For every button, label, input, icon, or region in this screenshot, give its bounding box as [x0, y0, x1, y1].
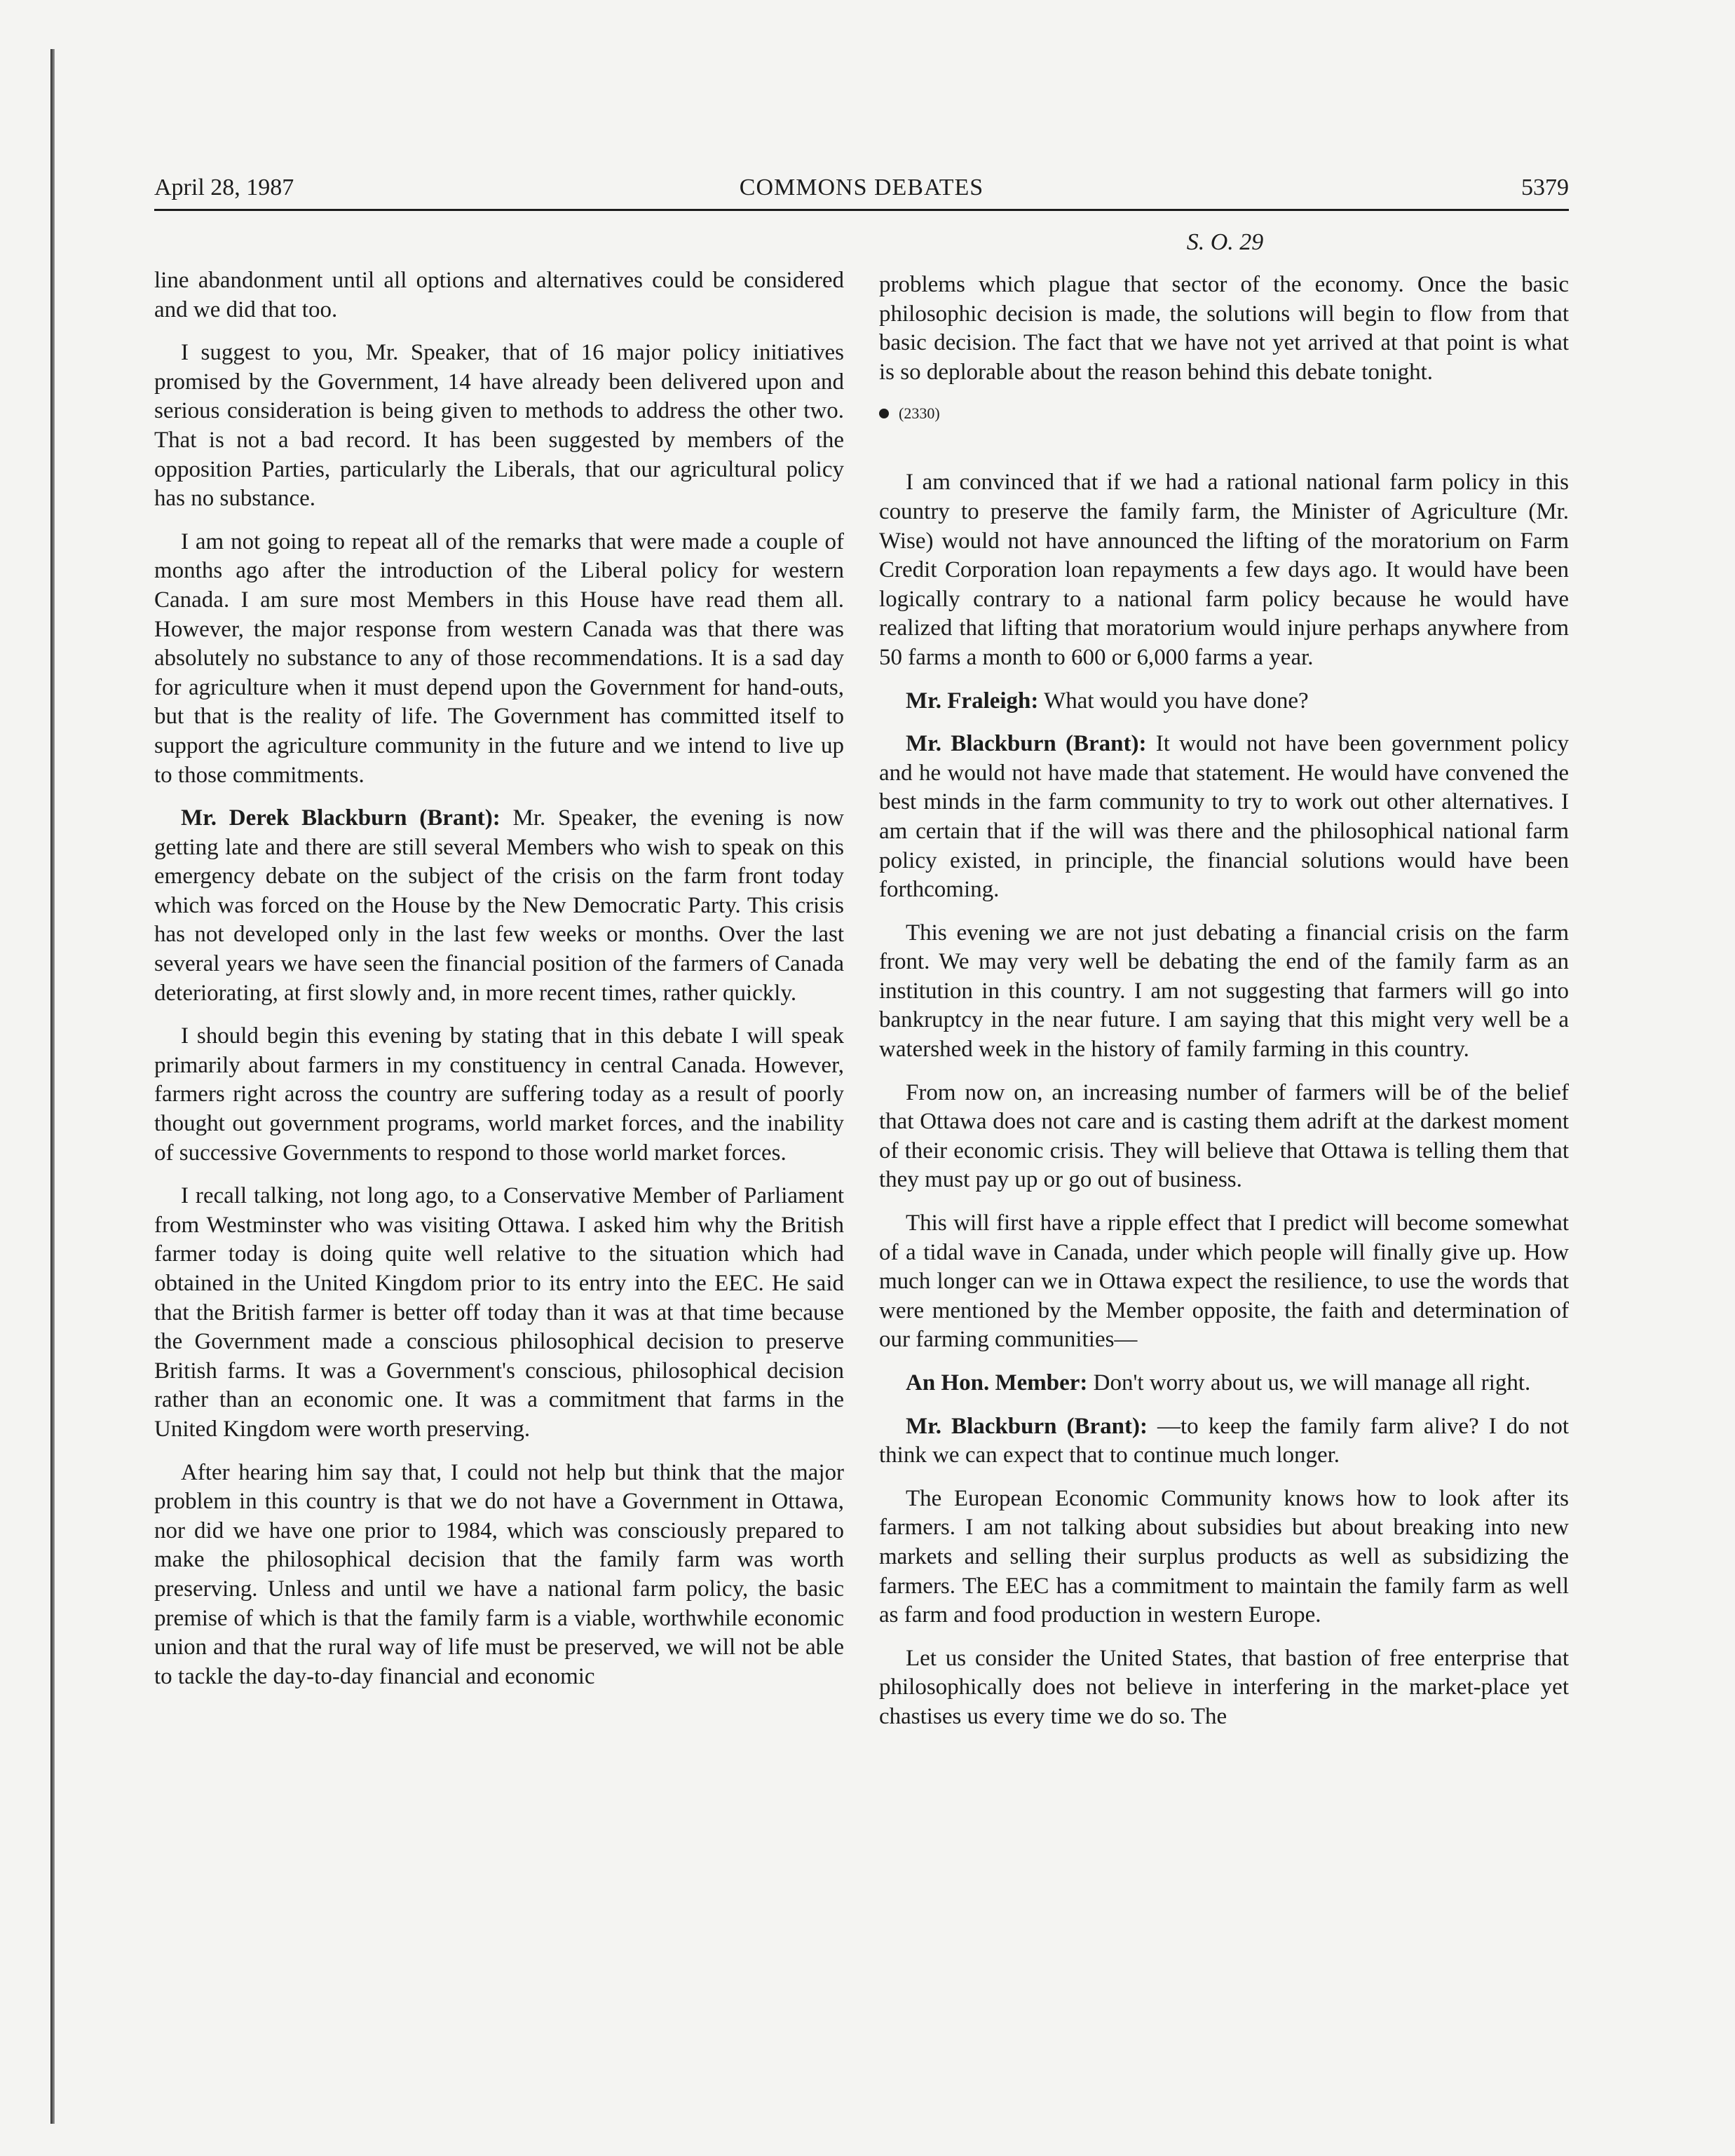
paragraph: After hearing him say that, I could not help but think that the major problem in this country is that we do not have a Government in Ottawa, nor did we have one prior to 1984, which was consciously prepared to make the philosophical decision that the family farm was worth preserving. Unless and until we have a national farm policy, the basic premise of which is that the family farm is a viable, worthwhile economic union and that the rural way of life must be preserved, we will not be able to tackle the day-to-day financial and economic [154, 1459, 844, 1689]
time-marker-text: (2330) [899, 404, 940, 423]
scan-edge-shadow [50, 49, 55, 2124]
speech-text: It would not have been government policy and he would not have made that statement. He would have convened the best minds in the farm community to try to work out other alternatives. I am certain that if the will was there and the philosophical national farm policy existed, in principle, the financial solutions would have been forthcoming. [879, 731, 1569, 903]
paragraph: This evening we are not just debating a financial crisis on the farm front. We may very well be debating the end of the family farm as an institution in this country. I am not suggesting that farmers will go into bankruptcy in the near future. I am saying that this might very well be a watershed week in the history of family farming in this country. [879, 920, 1569, 1063]
paragraph: problems which plague that sector of the economy. Once the basic philosophic decision is made, the solutions will begin to flow from that basic decision. The fact that we have not yet arrived at that point is what is so deplorable about the reason behind this debate tonight. [879, 272, 1569, 385]
paragraph: I should begin this evening by stating that in this debate I will speak primarily about farmers in my constituency in central Canada. However, farmers right across the country are suffering today as a result of poorly thought out government programs, world market forces, and the inability of successive Governments to respond to those world market forces. [154, 1023, 844, 1166]
speaker-name: Mr. Derek Blackburn (Brant): [181, 805, 501, 831]
time-marker [879, 401, 1569, 426]
running-head [154, 167, 1569, 209]
left-column [154, 266, 844, 1705]
paragraph: I am convinced that if we had a rational national farm policy in this country to preserve the family farm, the Minister of Agriculture (Mr. Wise) would not have announced the lifting of the moratorium on Farm Credit Corporation loan repayments a few days ago. It would have been logically contrary to a national farm policy because he would have realized that lifting that moratorium would injure perhaps anywhere from 50 farms a month to 600 or 6,000 farms a year. [879, 470, 1569, 670]
speech-text: —to keep the family farm alive? I do not think we can expect that to continue much longer. [879, 1413, 1569, 1468]
header-date: April 28, 1987 [154, 175, 294, 200]
speaker-name: Mr. Blackburn (Brant): [906, 1413, 1148, 1439]
speaker-name: An Hon. Member: [906, 1370, 1088, 1396]
paragraph: line abandonment until all options and alternatives could be considered and we did that too. [154, 268, 844, 322]
section-label: S. O. 29 [1186, 229, 1264, 255]
paragraph: From now on, an increasing number of farmers will be of the belief that Ottawa does not care and is casting them adrift at the darkest moment of their economic crisis. They will believe that Ottawa is telling them that they must pay up or go out of business. [879, 1079, 1569, 1193]
speech-text: What would you have done? [1038, 688, 1309, 714]
speech-paragraph [879, 1369, 1569, 1398]
speaker-name: Mr. Blackburn (Brant): [906, 731, 1147, 757]
speech-paragraph [879, 1412, 1569, 1471]
speaker-name: Mr. Fraleigh: [906, 688, 1039, 714]
paragraph: Let us consider the United States, that bastion of free enterprise that philosophically does not believe in interfering in the market-place yet chastises us every time we do so. The [879, 1645, 1569, 1729]
header-rule [154, 209, 1569, 211]
paragraph: I suggest to you, Mr. Speaker, that of 16 major policy initiatives promised by the Government, 14 have already been delivered upon and serious consideration is being given to methods to address the other two. That is not a bad record. It has been suggested by members of the opposition Parties, particularly the Liberals, that our agricultural policy has no substance. [154, 340, 844, 512]
speech-paragraph [879, 730, 1569, 905]
header-title: COMMONS DEBATES [739, 175, 984, 200]
speech-text: Mr. Speaker, the evening is now getting late and there are still several Members who wish to speak on this emergency debate on the subject of the crisis on the farm front today which was forced on the House by the New Democratic Party. This crisis has not developed only in the last few weeks or months. Over the last several years we have seen the financial position of the farmers of Canada deteriorating, at first slowly and, in more recent times, rather quickly. [154, 805, 844, 1006]
bullet-icon [879, 409, 889, 418]
paragraph: The European Economic Community knows how to look after its farmers. I am not talking about subsidies but about breaking into new markets and selling their surplus products as well as subsidizing the farmers. The EEC has a commitment to maintain the family farm as well as farm and food production in western Europe. [879, 1485, 1569, 1628]
right-column [879, 271, 1569, 1746]
paragraph: I recall talking, not long ago, to a Conservative Member of Parliament from Westminster who was visiting Ottawa. I asked him why the British farmer today is doing quite well relative to the situation which had obtained in the United Kingdom prior to its entry into the EEC. He said that the British farmer is better off today than it was at that time because the Government made a conscious philosophical decision to preserve British farms. It was a Government's conscious, philosophical decision rather than an economic one. It was a commitment that farms in the United Kingdom were worth preserving. [154, 1183, 844, 1442]
page-number: 5379 [1521, 175, 1569, 200]
paragraph: I am not going to repeat all of the remarks that were made a couple of months ago after the introduction of the Liberal policy for western Canada. I am sure most Members in this House have read them all. However, the major response from western Canada was that there was absolutely no substance to any of those recommendations. It is a sad day for agriculture when it must depend upon the Government for hand-outs, but that is the reality of life. The Government has committed itself to support the agriculture community in the future and we intend to live up to those commitments. [154, 528, 844, 788]
speech-paragraph [879, 687, 1569, 716]
speech-text: Don't worry about us, we will manage all right. [1087, 1370, 1531, 1396]
paragraph: This will first have a ripple effect that I predict will become somewhat of a tidal wave in Canada, under which people will finally give up. How much longer can we in Ottawa expect the resilience, to use the words that were mentioned by the Member opposite, the faith and determination of our farming communities— [879, 1210, 1569, 1353]
speech-paragraph [154, 804, 844, 1008]
